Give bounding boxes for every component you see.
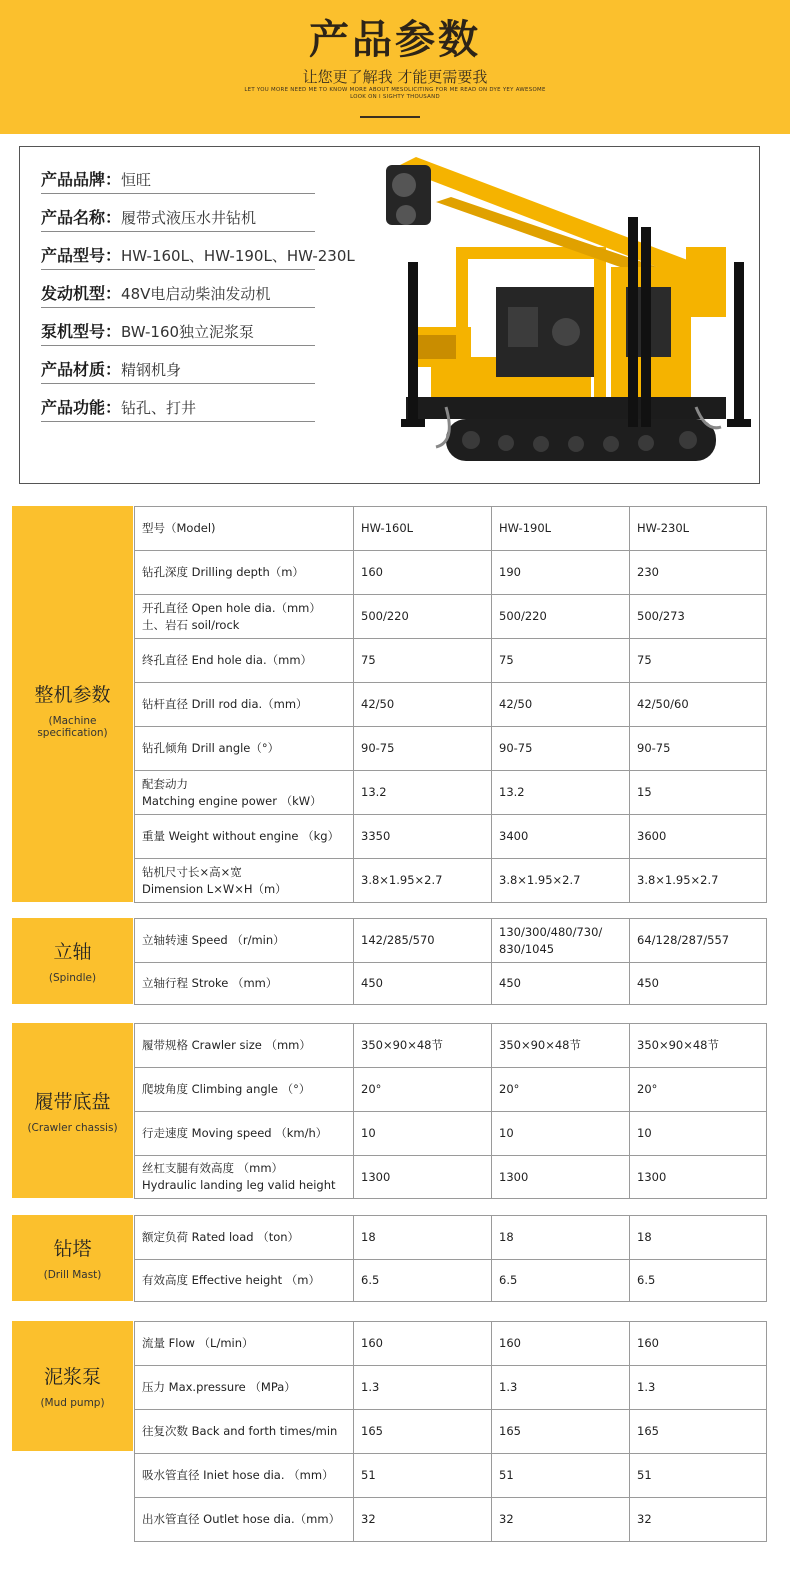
- english-tagline: LET YOU MORE NEED ME TO KNOW MORE ABOUT MESOLICITING FOR ME READ ON DYE YEY AWESOME LOOK ON I SIGHTY THOUSAND: [244, 87, 546, 100]
- category-label: [12, 1321, 133, 1451]
- param-value: 165: [492, 1410, 630, 1454]
- param-value: 18: [354, 1216, 492, 1260]
- param-value: 165: [354, 1410, 492, 1454]
- spec-table: [134, 918, 767, 1005]
- param-value: 64/128/287/557: [630, 919, 767, 963]
- category-title: 钻塔: [53, 1238, 92, 1260]
- product-info-box: [19, 146, 760, 484]
- param-value: 165: [630, 1410, 767, 1454]
- table-row: [135, 1454, 767, 1498]
- info-label: 产品名称: [41, 208, 106, 227]
- table-row: [135, 1410, 767, 1454]
- param-value: 160: [630, 1322, 767, 1366]
- drilling-rig-image: [376, 157, 756, 477]
- table-row: [135, 815, 767, 859]
- param-value: 160: [492, 1322, 630, 1366]
- category-subtitle: (Mud pump): [40, 1397, 105, 1409]
- param-value: 18: [630, 1216, 767, 1260]
- info-value: 恒旺: [121, 171, 152, 189]
- param-name: 重量 Weight without engine （kg）: [135, 815, 354, 859]
- param-value: 20°: [630, 1068, 767, 1112]
- spec-section: [12, 506, 764, 902]
- info-colon: ：: [105, 284, 122, 303]
- param-name: 有效高度 Effective height （m）: [135, 1260, 354, 1302]
- info-label: 泵机型号: [41, 322, 106, 341]
- param-name: 额定负荷 Rated load （ton）: [135, 1216, 354, 1260]
- param-name: 往复次数 Back and forth times/min: [135, 1410, 354, 1454]
- param-name: 吸水管直径 Iniet hose dia. （mm）: [135, 1454, 354, 1498]
- param-value: 3350: [354, 815, 492, 859]
- param-value: 10: [492, 1112, 630, 1156]
- param-value: 13.2: [492, 771, 630, 815]
- category-label: [12, 1023, 133, 1198]
- table-row: [135, 1156, 767, 1199]
- info-label: 产品型号: [41, 246, 106, 265]
- table-row: [135, 1498, 767, 1542]
- param-value: 13.2: [354, 771, 492, 815]
- param-value: 75: [354, 639, 492, 683]
- param-value: 42/50: [492, 683, 630, 727]
- param-value: 32: [354, 1498, 492, 1542]
- table-row: [135, 963, 767, 1005]
- table-row: [135, 859, 767, 903]
- param-value: 90-75: [492, 727, 630, 771]
- param-value: 1.3: [630, 1366, 767, 1410]
- param-value: 230: [630, 551, 767, 595]
- info-colon: ：: [105, 322, 122, 341]
- param-value: 51: [630, 1454, 767, 1498]
- param-value: 6.5: [492, 1260, 630, 1302]
- param-value: 1300: [354, 1156, 492, 1199]
- product-info-row: [41, 395, 315, 422]
- category-label: [12, 1215, 133, 1301]
- page-title: 产品参数: [309, 17, 481, 63]
- param-value: 90-75: [630, 727, 767, 771]
- param-value: 190: [492, 551, 630, 595]
- param-value: 160: [354, 1322, 492, 1366]
- table-row: [135, 1024, 767, 1068]
- param-value: 6.5: [354, 1260, 492, 1302]
- param-value: 51: [492, 1454, 630, 1498]
- title-underline: [360, 116, 420, 118]
- param-value: 350×90×48节: [492, 1024, 630, 1068]
- param-value: 32: [630, 1498, 767, 1542]
- info-value: BW-160独立泥浆泵: [121, 323, 255, 341]
- param-value: 10: [354, 1112, 492, 1156]
- param-value: 15: [630, 771, 767, 815]
- product-info-row: [41, 243, 355, 270]
- param-value: 18: [492, 1216, 630, 1260]
- param-value: 51: [354, 1454, 492, 1498]
- param-value: 450: [354, 963, 492, 1005]
- param-name: 履带规格 Crawler size （mm）: [135, 1024, 354, 1068]
- info-value: 精钢机身: [121, 361, 182, 379]
- param-name: 钻孔倾角 Drill angle（°）: [135, 727, 354, 771]
- param-value: 10: [630, 1112, 767, 1156]
- param-value: 3400: [492, 815, 630, 859]
- param-name: 爬坡角度 Climbing angle （°）: [135, 1068, 354, 1112]
- param-name: 流量 Flow （L/min）: [135, 1322, 354, 1366]
- product-info-row: [41, 205, 315, 232]
- param-name: 钻机尺寸长×高×宽 Dimension L×W×H（m）: [135, 859, 354, 903]
- param-value: 500/220: [354, 595, 492, 639]
- param-value: 75: [492, 639, 630, 683]
- table-row: [135, 595, 767, 639]
- param-value: HW-190L: [492, 507, 630, 551]
- param-name: 终孔直径 End hole dia.（mm）: [135, 639, 354, 683]
- param-value: 1.3: [492, 1366, 630, 1410]
- category-subtitle: (Crawler chassis): [27, 1122, 118, 1134]
- spec-table: [134, 506, 767, 903]
- param-value: 350×90×48节: [354, 1024, 492, 1068]
- table-row: [135, 551, 767, 595]
- param-value: 42/50: [354, 683, 492, 727]
- table-row: [135, 683, 767, 727]
- param-value: 500/220: [492, 595, 630, 639]
- product-info-row: [41, 357, 315, 384]
- table-row: [135, 771, 767, 815]
- info-value: HW-160L、HW-190L、HW-230L: [121, 247, 355, 265]
- info-label: 产品功能: [41, 398, 106, 417]
- param-value: 500/273: [630, 595, 767, 639]
- param-name: 开孔直径 Open hole dia.（mm） 土、岩石 soil/rock: [135, 595, 354, 639]
- table-row: [135, 1322, 767, 1366]
- param-value: 6.5: [630, 1260, 767, 1302]
- param-name: 型号（Model): [135, 507, 354, 551]
- category-title: 泥浆泵: [43, 1366, 101, 1388]
- product-info-row: [41, 167, 315, 194]
- category-title: 立轴: [53, 941, 92, 963]
- spec-table: [134, 1321, 767, 1542]
- param-value: HW-230L: [630, 507, 767, 551]
- param-value: 20°: [354, 1068, 492, 1112]
- table-row: [135, 507, 767, 551]
- category-title: 履带底盘: [34, 1091, 111, 1113]
- table-row: [135, 919, 767, 963]
- table-row: [135, 639, 767, 683]
- param-value: 450: [492, 963, 630, 1005]
- param-value: 3600: [630, 815, 767, 859]
- info-value: 履带式液压水井钻机: [121, 209, 257, 227]
- param-value: 142/285/570: [354, 919, 492, 963]
- info-value: 钻孔、打井: [121, 399, 197, 417]
- param-value: 1300: [492, 1156, 630, 1199]
- param-value: 1300: [630, 1156, 767, 1199]
- header-banner: [0, 0, 790, 134]
- param-name: 立轴转速 Speed （r/min）: [135, 919, 354, 963]
- spec-table: [134, 1215, 767, 1302]
- info-colon: ：: [105, 246, 122, 265]
- param-name: 压力 Max.pressure （MPa）: [135, 1366, 354, 1410]
- param-name: 立轴行程 Stroke （mm）: [135, 963, 354, 1005]
- param-name: 出水管直径 Outlet hose dia.（mm）: [135, 1498, 354, 1542]
- table-row: [135, 1112, 767, 1156]
- table-row: [135, 1068, 767, 1112]
- spec-section: [12, 1023, 764, 1198]
- param-value: HW-160L: [354, 507, 492, 551]
- param-name: 钻孔深度 Drilling depth（m）: [135, 551, 354, 595]
- param-value: 3.8×1.95×2.7: [630, 859, 767, 903]
- param-value: 350×90×48节: [630, 1024, 767, 1068]
- info-label: 发动机型: [41, 284, 106, 303]
- category-label: [12, 918, 133, 1004]
- param-value: 75: [630, 639, 767, 683]
- param-value: 1.3: [354, 1366, 492, 1410]
- param-value: 450: [630, 963, 767, 1005]
- product-info-row: [41, 281, 315, 308]
- param-value: 130/300/480/730/ 830/1045: [492, 919, 630, 963]
- param-value: 20°: [492, 1068, 630, 1112]
- category-title: 整机参数: [34, 684, 111, 706]
- info-label: 产品材质: [41, 360, 106, 379]
- param-value: 32: [492, 1498, 630, 1542]
- param-name: 配套动力 Matching engine power （kW）: [135, 771, 354, 815]
- info-label: 产品品牌: [41, 170, 106, 189]
- category-label: [12, 506, 133, 902]
- param-value: 160: [354, 551, 492, 595]
- category-subtitle: (Machine specification): [37, 715, 108, 739]
- param-value: 42/50/60: [630, 683, 767, 727]
- param-name: 钻杆直径 Drill rod dia.（mm）: [135, 683, 354, 727]
- category-subtitle: (Drill Mast): [43, 1269, 102, 1281]
- info-colon: ：: [105, 170, 122, 189]
- spec-section: [12, 1215, 764, 1301]
- info-colon: ：: [105, 208, 122, 227]
- spec-section: [12, 918, 764, 1004]
- info-colon: ：: [105, 360, 122, 379]
- table-row: [135, 1216, 767, 1260]
- table-row: [135, 1260, 767, 1302]
- table-row: [135, 1366, 767, 1410]
- param-name: 行走速度 Moving speed （km/h）: [135, 1112, 354, 1156]
- info-value: 48V电启动柴油发动机: [121, 285, 271, 303]
- table-row: [135, 727, 767, 771]
- spec-section: [12, 1321, 764, 1541]
- info-colon: ：: [105, 398, 122, 417]
- param-name: 丝杠支腿有效高度 （mm） Hydraulic landing leg valid height: [135, 1156, 354, 1199]
- param-value: 3.8×1.95×2.7: [492, 859, 630, 903]
- param-value: 90-75: [354, 727, 492, 771]
- category-subtitle: (Spindle): [48, 972, 97, 984]
- param-value: 3.8×1.95×2.7: [354, 859, 492, 903]
- page-subtitle: 让您更了解我 才能更需要我: [302, 68, 488, 86]
- spec-table: [134, 1023, 767, 1199]
- product-info-row: [41, 319, 315, 346]
